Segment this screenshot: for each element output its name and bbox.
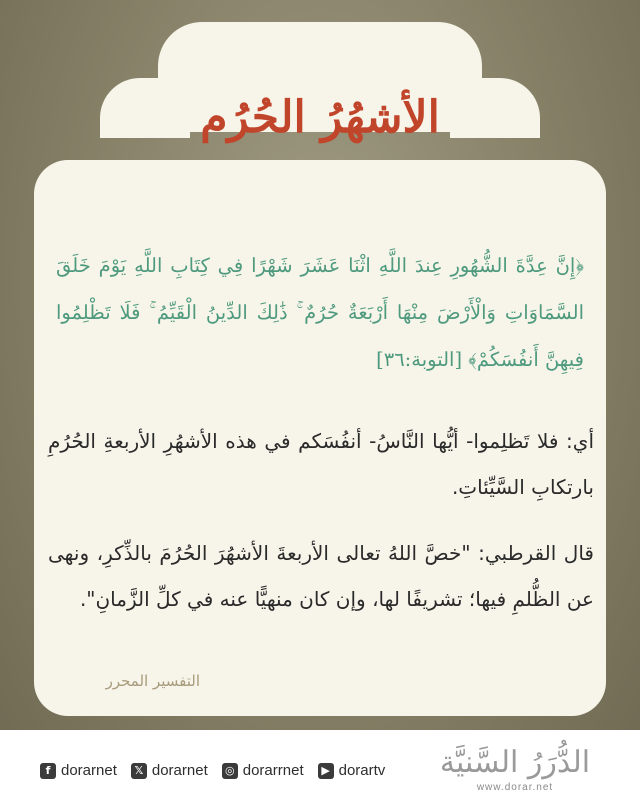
verse-reference: [التوبة:٣٦] [376, 348, 463, 371]
youtube-icon: ▶ [318, 763, 334, 779]
social-facebook[interactable] [40, 762, 117, 779]
social-x[interactable] [131, 762, 208, 779]
x-icon: 𝕏 [131, 763, 147, 779]
social-instagram[interactable] [222, 762, 304, 779]
social-label: dorartv [338, 762, 386, 779]
social-links [40, 762, 385, 779]
instagram-icon: ◎ [222, 763, 238, 779]
social-label: dorarnet [151, 762, 208, 779]
logo-text: الدُّرَرُ السَّنيَّة [439, 745, 591, 780]
logo-url: www.dorar.net [476, 782, 554, 793]
social-label: dorarrnet [242, 762, 304, 779]
page-title: الأشهُرُ الحُرُم [200, 92, 440, 143]
verse-text: ﴿إِنَّ عِدَّةَ الشُّهُورِ عِندَ اللَّهِ اثْنَا عَشَرَ شَهْرًا فِي كِتَابِ اللَّهِ يَوْمَ خَلَقَ السَّمَاوَاتِ وَالْأَرْضَ مِنْهَا أَرْبَعَةٌ حُرُمٌ ۚ ذَٰلِكَ الدِّينُ الْقَيِّمُ ۚ فَلَا تَظْلِمُوا فِيهِنَّ أَنفُسَكُمْ﴾ [56, 254, 584, 371]
facebook-icon: f [40, 763, 56, 779]
explanation-paragraph: أي: فلا تَظلِموا- أيُّها النَّاسُ- أنفُسَكم في هذه الأشهُرِ الأربعةِ الحُرُمِ بارتكابِ السَّيِّئاتِ. [48, 429, 594, 499]
quran-verse [56, 242, 584, 383]
social-label: dorarnet [61, 762, 117, 779]
dorar-logo[interactable] [430, 744, 600, 793]
qurtubi-quote: قال القرطبي: "خصَّ اللهُ تعالى الأربعةَ الأشهُرَ الحُرُمَ بالذِّكرِ، ونهى عن الظُّلمِ فيها؛ تشريفًا لها، وإن كان منهيًّا عنه في كلِّ الزَّمانِ". [48, 541, 594, 611]
social-youtube[interactable] [318, 762, 386, 779]
source-label: التفسير المحرر [105, 672, 200, 690]
